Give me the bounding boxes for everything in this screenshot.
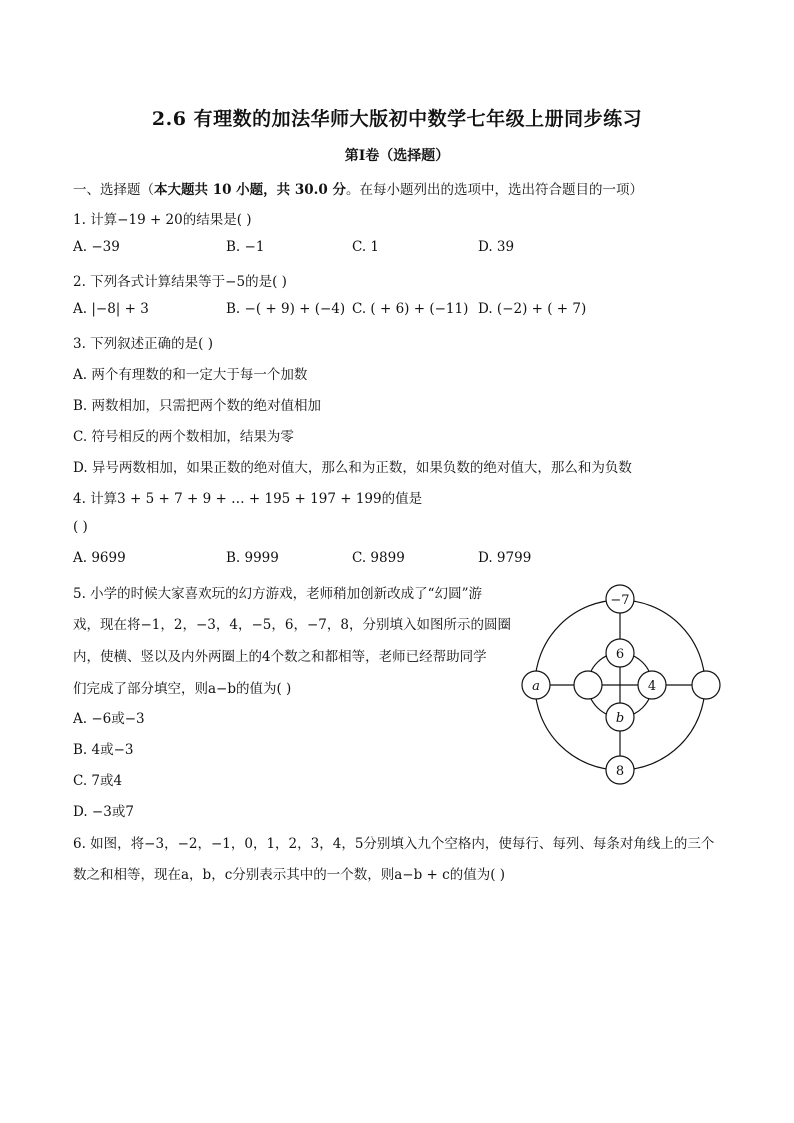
q2-option-c[interactable]: C. ( + 6) + (−11) [352,301,469,317]
node-right [692,671,720,699]
q5-option-c[interactable]: C. 7或4 [73,773,123,789]
question-5-line-3: 内，使横、竖以及内外两圈上的4个数之和都相等，老师已经帮助同学 [73,649,487,665]
q5-option-b[interactable]: B. 4或−3 [73,742,134,758]
q1-option-c[interactable]: C. 1 [352,239,380,255]
question-2-stem: 2. 下列各式计算结果等于−5的是( ) [73,274,287,290]
q3-option-d[interactable]: D. 异号两数相加，如果正数的绝对值大，那么和为正数，如果负数的绝对值大，那么和为负数 [73,460,632,476]
q4-answer-paren: ( ) [73,519,88,535]
node-bottom-label: 8 [615,764,625,779]
q3-option-a[interactable]: A. 两个有理数的和一定大于每一个加数 [73,367,308,383]
node-top-label: −7 [610,593,630,608]
node-inner-left [574,671,602,699]
section-subtitle: 第Ⅰ卷（选择题） [344,148,450,164]
question-6-line-1: 6. 如图，将−3，−2，−1，0，1，2，3，4，5分别填入九个空格内，使每行、每列、每条对角线上的三个 [73,836,715,852]
section-header [73,178,643,198]
question-1-stem: 1. 计算−19 + 20的结果是( ) [73,212,252,228]
q5-option-a[interactable]: A. −6或−3 [73,711,145,727]
q1-option-b[interactable]: B. −1 [226,239,265,255]
q2-option-d[interactable]: D. (−2) + ( + 7) [478,301,587,317]
page-title: 2.6 有理数的加法华师大版初中数学七年级上册同步练习 [151,108,643,130]
q3-option-b[interactable]: B. 两数相加，只需把两个数的绝对值相加 [73,398,322,414]
question-5-line-1: 5. 小学的时候大家喜欢玩的幻方游戏，老师稍加创新改成了“幻圆”游 [73,586,482,602]
node-inner-top-label: 6 [615,647,625,662]
q2-option-a[interactable]: A. |−8| + 3 [73,301,149,317]
node-inner-bottom-label: b [615,711,625,726]
section-prefix: 一、选择题（ [73,182,154,198]
q2-option-b[interactable]: B. −( + 9) + (−4) [226,301,346,317]
node-left-label: a [532,679,540,694]
q4-option-d[interactable]: D. 9799 [478,550,532,566]
node-inner-right-label: 4 [647,679,657,694]
question-4-stem: 4. 计算3 + 5 + 7 + 9 + … + 195 + 197 + 199的值是 [73,491,423,507]
section-bold: 本大题共 10 小题，共 30.0 分 [154,182,346,198]
question-6-line-2: 数之和相等，现在a，b，c分别表示其中的一个数，则a−b + c的值为( ) [73,867,506,883]
q5-option-d[interactable]: D. −3或7 [73,804,134,820]
q4-option-b[interactable]: B. 9999 [226,550,279,566]
question-5-line-2: 戏，现在将−1，2，−3，4，−5，6，−7，8，分别填入如图所示的圆圈 [73,617,511,633]
q3-option-c[interactable]: C. 符号相反的两个数相加，结果为零 [73,429,294,445]
q1-option-a[interactable]: A. −39 [73,239,120,255]
section-suffix: 。在每小题列出的选项中，选出符合题目的一项） [345,182,643,198]
q1-option-d[interactable]: D. 39 [478,239,515,255]
q4-option-c[interactable]: C. 9899 [352,550,405,566]
question-3-stem: 3. 下列叙述正确的是( ) [73,336,213,352]
question-5-line-4: 们完成了部分填空，则a−b的值为( ) [73,681,292,697]
magic-circle-diagram [515,582,730,787]
q4-option-a[interactable]: A. 9699 [73,550,126,566]
